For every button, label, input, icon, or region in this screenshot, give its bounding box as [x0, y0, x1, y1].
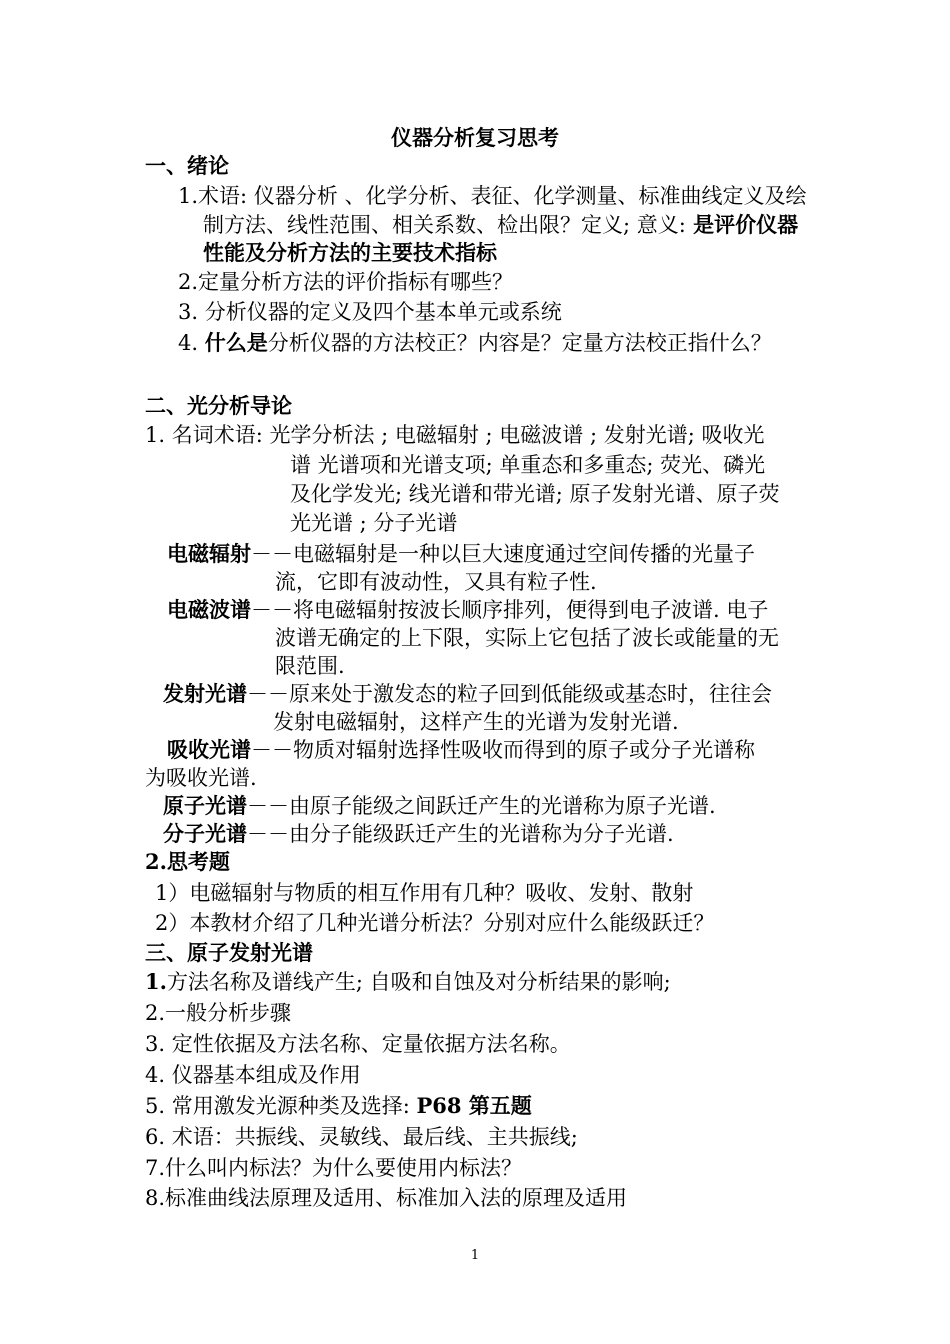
definition-em-spectrum-cont-1: 波谱无确定的上下限，实际上它包括了波长或能量的无	[275, 626, 779, 650]
aes-item-6: 6. 术语：共振线、灵敏线、最后线、主共振线;	[145, 1125, 578, 1149]
aes-item-5-text: 5. 常用激发光源种类及选择:	[145, 1094, 417, 1118]
question-2: 2）本教材介绍了几种光谱分析法？分别对应什么能级跃迁？	[155, 911, 715, 935]
definition-text: －－由分子能级跃迁产生的光谱称为分子光谱.	[247, 822, 674, 846]
aes-item-3: 3. 定性依据及方法名称、定量依据方法名称。	[145, 1032, 571, 1056]
definition-absorption-spectrum-cont: 为吸收光谱.	[145, 766, 257, 790]
aes-item-4: 4. 仪器基本组成及作用	[145, 1063, 361, 1087]
terms-line-2: 谱 光谱项和光谱支项; 单重态和多重态; 荧光、磷光	[290, 453, 766, 477]
intro-item-1-line-3: 性能及分析方法的主要技术指标	[203, 240, 497, 265]
definition-term: 吸收光谱	[167, 737, 251, 762]
definition-emission-spectrum	[163, 680, 772, 708]
intro-item-2: 2.定量分析方法的评价指标有哪些？	[178, 270, 514, 294]
terms-line-1: 1. 名词术语: 光学分析法 ; 电磁辐射 ; 电磁波谱 ; 发射光谱; 吸收光	[145, 423, 765, 447]
definition-text: －－物质对辐射选择性吸收而得到的原子或分子光谱称	[251, 738, 755, 762]
definition-em-spectrum-cont-2: 限范围.	[275, 654, 345, 678]
definition-emission-spectrum-cont: 发射电磁辐射，这样产生的光谱为发射光谱.	[273, 710, 679, 734]
definition-term: 电磁辐射	[167, 541, 251, 566]
definition-molecular-spectrum	[163, 820, 674, 848]
intro-item-1-text: 制方法、线性范围、相关系数、检出限？定义; 意义:	[203, 213, 686, 237]
definition-text: －－由原子能级之间跃迁产生的光谱称为原子光谱.	[247, 794, 716, 818]
definition-text: －－将电磁辐射按波长顺序排列，便得到电子波谱. 电子	[251, 598, 769, 622]
aes-item-1	[145, 968, 671, 996]
intro-item-1-emphasis: 是评价仪器	[685, 212, 799, 237]
definition-term: 原子光谱	[163, 793, 247, 818]
aes-item-1-number: 1.	[145, 969, 167, 994]
intro-item-3: 3. 分析仪器的定义及四个基本单元或系统	[178, 300, 562, 324]
section-heading-aes: 三、原子发射光谱	[145, 940, 313, 965]
definition-text: －－电磁辐射是一种以巨大速度通过空间传播的光量子	[251, 542, 755, 566]
intro-item-1-line-1: 1.术语: 仪器分析 、化学分析、表征、化学测量、标准曲线定义及绘	[178, 184, 807, 208]
questions-heading: 2.思考题	[145, 849, 230, 874]
aes-item-8: 8.标准曲线法原理及适用、标准加入法的原理及适用	[145, 1186, 628, 1210]
aes-item-2: 2.一般分析步骤	[145, 1001, 292, 1025]
terms-line-3: 及化学发光; 线光谱和带光谱; 原子发射光谱、原子荧	[290, 482, 780, 506]
aes-item-5-reference: P68 第五题	[416, 1093, 532, 1118]
document-title: 仪器分析复习思考	[391, 125, 559, 150]
definition-em-radiation	[167, 540, 755, 568]
section-heading-optical: 二、光分析导论	[145, 393, 292, 418]
intro-item-1-line-2	[203, 211, 798, 239]
definition-atomic-spectrum	[163, 792, 716, 820]
definition-text: －－原来处于激发态的粒子回到低能级或基态时，往往会	[247, 682, 772, 706]
definition-term: 电磁波谱	[167, 597, 251, 622]
terms-line-4: 光光谱 ; 分子光谱	[290, 511, 458, 535]
definition-term: 发射光谱	[163, 681, 247, 706]
aes-item-1-text: 方法名称及谱线产生; 自吸和自蚀及对分析结果的影响;	[166, 970, 671, 994]
definition-em-spectrum	[167, 596, 768, 624]
intro-item-4-number: 4.	[178, 331, 205, 355]
definition-absorption-spectrum	[167, 736, 755, 764]
page-number: 1	[470, 1248, 480, 1263]
section-heading-intro: 一、绪论	[145, 153, 229, 178]
definition-term: 分子光谱	[163, 821, 247, 846]
aes-item-5	[145, 1092, 532, 1120]
intro-item-4	[178, 329, 772, 357]
intro-item-4-text: 分析仪器的方法校正？内容是？定量方法校正指什么？	[267, 331, 772, 355]
aes-item-7: 7.什么叫内标法？为什么要使用内标法？	[145, 1156, 523, 1180]
definition-em-radiation-cont: 流，它即有波动性，又具有粒子性.	[275, 570, 597, 594]
question-1: 1）电磁辐射与物质的相互作用有几种？吸收、发射、散射	[155, 881, 694, 905]
intro-item-4-emphasis: 什么是	[204, 330, 268, 355]
